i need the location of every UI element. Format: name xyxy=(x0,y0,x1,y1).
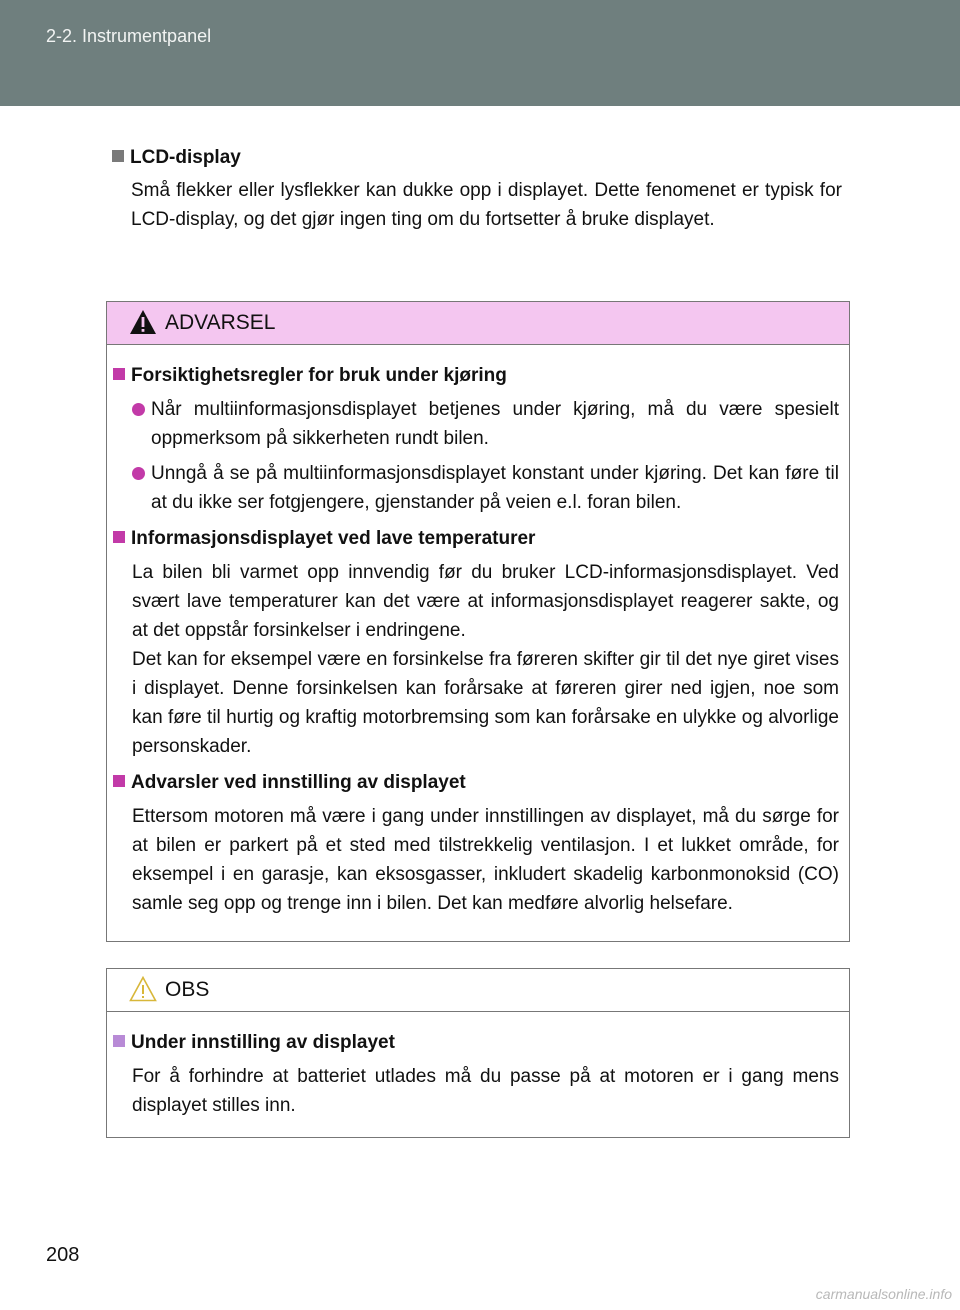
list-item: Unngå å se på multiinformasjonsdisplayet konstant under kjøring. Det kan føre til at du ikke ser fotgjengere, gjenstander på veien e.l. foran bilen. xyxy=(132,459,839,517)
warning-box-header xyxy=(107,302,849,345)
list-item: Når multiinformasjonsdisplayet betjenes under kjøring, må du være spesielt oppmerksom på sikkerheten rundt bilen. xyxy=(132,395,839,453)
notice-box-header xyxy=(107,969,849,1012)
intro-heading: LCD-display xyxy=(112,145,842,171)
page-header xyxy=(0,0,960,106)
warning-section xyxy=(113,770,839,918)
intro-text: Små flekker eller lysflekker kan dukke opp i displayet. Dette fenomenet er typisk for LCD-display, og det gjør ingen ting om du fortsetter å bruke displayet. xyxy=(131,180,842,230)
paragraph: Det kan for eksempel være en forsinkelse fra føreren skifter gir til det nye giret vises i displayet. Denne forsinkelsen kan forårsake at føreren girer ned igjen, noe som kan føre til hurtig og kraftig motorbremsing som kan forårsake en ulykke og alvorlige personskader. xyxy=(132,649,839,757)
notice-box xyxy=(106,968,850,1138)
watermark: carmanualsonline.info xyxy=(815,1286,952,1302)
square-bullet-icon xyxy=(113,368,125,380)
circle-bullet-icon xyxy=(132,403,145,416)
circle-bullet-icon xyxy=(132,467,145,480)
square-bullet-icon xyxy=(113,1035,125,1047)
paragraph: La bilen bli varmet opp innvendig før du bruker LCD-informasjonsdisplayet. Ved svært lave temperaturer kan det være at informasjonsdisplayet reagerer sakte, og at det oppstår forsinkelser i endringene. xyxy=(132,562,839,641)
notice-box-body xyxy=(107,1012,849,1120)
caution-triangle-icon xyxy=(129,976,157,1002)
section-title: 2-2. Instrumentpanel xyxy=(46,26,212,46)
intro-section xyxy=(112,145,842,234)
warning-box-body xyxy=(107,345,849,918)
warning-section xyxy=(113,363,839,517)
notice-text: For å forhindre at batteriet utlades må du passe på at motoren er i gang mens displayet stilles inn. xyxy=(132,1066,839,1116)
warning-section-heading: Informasjonsdisplayet ved lave temperaturer xyxy=(113,526,839,552)
warning-triangle-icon xyxy=(129,309,157,335)
warning-label: ADVARSEL xyxy=(165,311,276,334)
page-number: 208 xyxy=(46,1244,80,1266)
warning-section xyxy=(113,526,839,761)
warning-section-heading: Advarsler ved innstilling av displayet xyxy=(113,770,839,796)
notice-heading: Under innstilling av displayet xyxy=(113,1030,839,1056)
paragraph: Ettersom motoren må være i gang under innstillingen av displayet, må du sørge for at bilen er parkert på et sted med tilstrekkelig ventilasjon. I et lukket område, for eksempel i en garasje, kan eksosgasser, inkludert skadelig karbonmonoksid (CO) samle seg opp og trenge inn i bilen. Det kan medføre alvorlig helsefare. xyxy=(132,806,839,914)
warning-box xyxy=(106,301,850,942)
square-bullet-icon xyxy=(113,775,125,787)
square-bullet-icon xyxy=(113,531,125,543)
notice-label: OBS xyxy=(165,978,210,1001)
warning-section-heading: Forsiktighetsregler for bruk under kjøring xyxy=(113,363,839,389)
square-bullet-icon xyxy=(112,150,124,162)
